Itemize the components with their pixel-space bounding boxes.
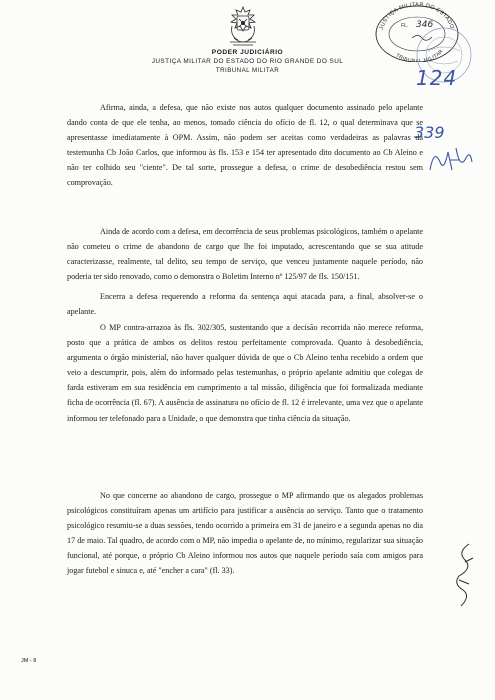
paragraph-4 (67, 320, 423, 426)
margin-signature (449, 540, 479, 610)
paragraph-3 (67, 289, 423, 319)
stamp-arc-bottom-text: TRIBUNAL MILITAR (394, 48, 445, 62)
paragraph-1 (67, 100, 423, 191)
handwritten-page-number: 124 (416, 66, 458, 90)
coat-of-arms-emblem (224, 4, 262, 48)
header-line-1: PODER JUDICIÁRIO (211, 49, 284, 56)
paragraph-5-text: No que concerne ao abandono de cargo, prossegue o MP afirmando que os alegados problemas psicológicos constituíram apenas um artifício para justificar a ausência ao serviço. Tanto que o tratamento psicológico resumiu-se a duas sessões, tendo ocorrido a primeira em 31 de janeiro e a segunda apenas no dia 17 de maio. Tal quadro, de acordo com o MP, não impedia o apelante de, no mínimo, regularizar sua situação funcional, até porque, o próprio Cb Aleino informou nos autos que naquele período saía com amigos para jogar futebol e sinuca e, até "encher a cara" (fl. 33). (67, 491, 423, 576)
paragraph-4-text: O MP contra-arrazoa às fls. 302/305, sustentando que a decisão recorrida não merece reforma, posto que a prática de ambos os delitos restou perfeitamente comprovada. Quanto à desobediência, argumenta o órgão ministerial, não haver qualquer dúvida de que o Cb Aleino tenha recebido a ordem que veio a descumprir, pois, além do informado pelas testemunhas, o próprio apelante admitiu que colegas de farda estiveram em sua residência em cumprimento a tal missão, diligência que foi formalizada mediante ficha de ocorrência (fl. 67). A ausência de assinatura no ofício de fl. 12 é irrelevante, uma vez que o apelante informou ter telefonado para a Unidade, o que demonstra que tinha ciência da situação. (67, 323, 423, 423)
handwritten-initials (426, 140, 476, 180)
footer-form-code: JM - 8 (21, 658, 37, 664)
header-line-3: TRIBUNAL MILITAR (215, 67, 280, 74)
paragraph-1-text: Afirma, ainda, a defesa, que não existe nos autos qualquer documento assinado pelo apelante dando conta de que ele tenha, ao menos, tomado ciência do ofício de fl. 12, o qual determinava que se apresentasse imediatamente à OPM. Assim, não podem ser aceitas como verdadeiras as palavras da testemunha Cb João Carlos, que informou às fls. 153 e 154 ter apresentado dito documento ao Cb Aleino e não ter colhido seu "ciente". De tal sorte, prossegue a defesa, o crime de desobediência restou sem comprovação. (67, 103, 423, 188)
paragraph-5 (67, 488, 423, 579)
paragraph-2-text: Ainda de acordo com a defesa, em decorrência de seus problemas psicológicos, também o apelante não cometeu o crime de abandono de cargo que lhe foi imputado, acrescentando que se sua atitude caracterizasse, realmente, tal delito, seu tempo de serviço, que venceu justamente naquele período, não poderia ter sido renovado, como o demonstra o Boletim Interno nº 125/97 de fls. 150/151. (67, 227, 423, 282)
paragraph-2 (67, 224, 423, 284)
stamp-folio-number: 346 (416, 20, 434, 30)
handwritten-page-number-2: 339 (414, 123, 445, 142)
stamp-fl-label: FL. (401, 23, 409, 29)
stamp-arc-top-text: JUSTIÇA MILITAR DO ESTADO (378, 2, 455, 31)
header-line-2: JUSTIÇA MILITAR DO ESTADO DO RIO GRANDE DO SUL (151, 58, 344, 65)
paragraph-3-text: Encerra a defesa requerendo a reforma da sentença aqui atacada para, a final, absolver-se o apelante. (67, 292, 423, 317)
